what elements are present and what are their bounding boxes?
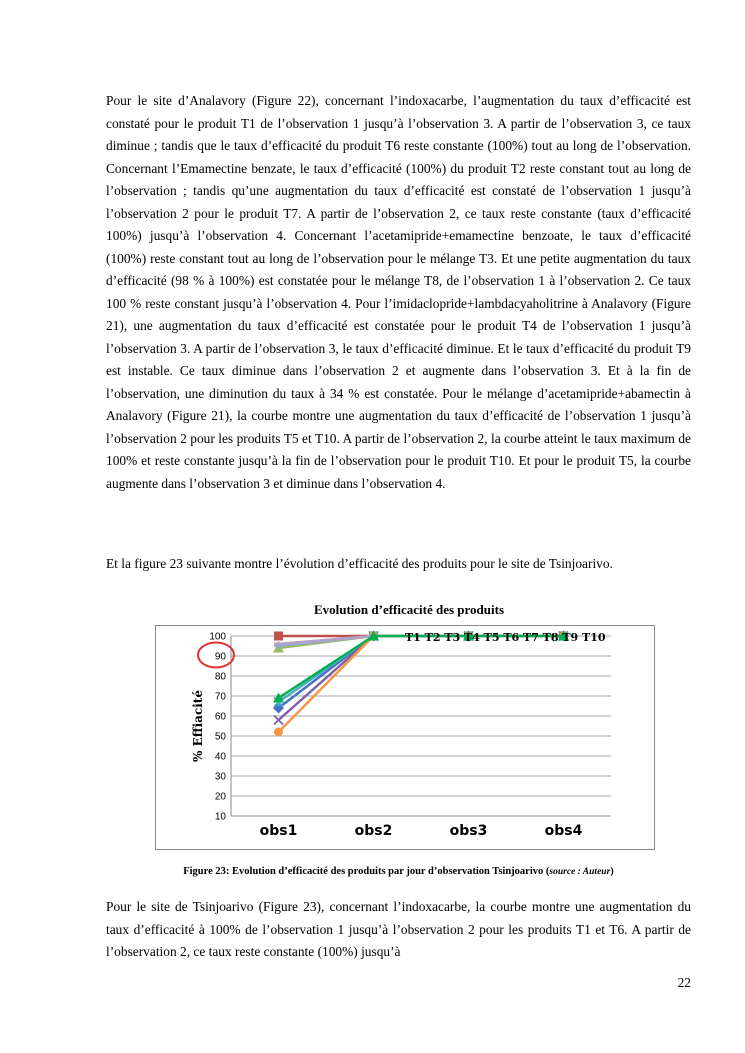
y-tick-label: 100 (209, 631, 226, 643)
y-tick-label: 30 (214, 771, 226, 783)
data-point-T2 (274, 632, 283, 641)
paragraph-figure-intro: Et la figure 23 suivante montre l’évolution d’efficacité des produits pour le site de Tsinjoarivo. (106, 556, 613, 571)
y-tick-label: 80 (214, 671, 226, 683)
y-tick-label: 70 (214, 691, 226, 703)
chart-title: Evolution d’efficacité des produits (313, 602, 505, 617)
x-tick-label: obs2 (354, 823, 393, 839)
y-tick-label: 40 (214, 751, 226, 763)
paragraph-analavory: Pour le site d’Analavory (Figure 22), concernant l’indoxacarbe, l’augmentation du taux d’efficacité est constaté pour le produit T1 de l’observation 1 jusqu’à l’observation 3. A partir de l’observation 3, ce taux diminue ; tandis que le taux d’efficacité du produit T6 reste constante (100%) tout au long de l’observation. Concernant l’Emamectine benzate, le taux d’efficacité (100%) du produit T2 reste constant tout au long de l’observation ; tandis qu’une augmentation du taux d’efficacité est constaté de l’observation 1 jusqu’à l’observation 2 pour le produit T7. A partir de l’observation 2, ce taux reste constante (taux d’efficacité 100%) jusqu’à l’observation 4. Concernant l’acetamipride+emamectine benzoate, le taux d’efficacité (100%) reste constant tout au long de l’observation pour le mélange T3. Et une petite augmentation du taux d’efficacité (98 % à 100%) est constatée pour le mélange T8, de l’observation 1 à l’observation 2. Ce taux 100 % reste constant jusqu’à l’observation 4. Pour l’imidaclopride+lambdacyaholitrine à Analavory (Figure 21), une augmentation du taux d’efficacité est constatée pour le produit T4 de l’observation 1 jusqu’à l’observation 3. A partir de l’observation 3, le taux d’efficacité diminue. Et le taux d’efficacité du produit T9 est instable. Ce taux diminue dans l’observation 2 et augmente dans l’observation 3. Et à la fin de l’observation, une diminution du taux à 34 % est constatée. Pour le mélange d’acetamipride+abamectin à Analavory (Figure 21), la courbe montre une augmentation du taux d’efficacité de l’observation 1 jusqu’à l’observation 2 pour les produits T5 et T10. A partir de l’observation 2, la courbe atteint le taux maximum de 100% et reste constante jusqu’à la fin de l’observation pour le produit T10. Et pour le produit T5, la courbe augmente dans l’observation 3 et diminue dans l’observation 4. (106, 93, 691, 491)
y-tick-label: 10 (214, 811, 226, 823)
y-tick-label: 20 (214, 791, 226, 803)
y-tick-label: 90 (214, 651, 226, 663)
legend-labels: T1 T2 T3 T4 T5 T6 T7 T8 T9 T10 (405, 631, 606, 644)
data-point-T6 (274, 728, 283, 737)
x-tick-label: obs1 (259, 823, 298, 839)
caption-source: source : Auteur (549, 867, 611, 877)
y-axis-title: % Effiacité (191, 690, 205, 762)
y-tick-label: 50 (214, 731, 226, 743)
series-line-T4 (279, 636, 564, 720)
chart-area (155, 625, 655, 850)
paragraph-tsinjoarivo: Pour le site de Tsinjoarivo (Figure 23), concernant l’indoxacarbe, la courbe montre une augmentation du taux d’efficacité à 100% de l’observation 1 jusqu’à l’observation 2 pour les produits T1 et T6. A partir de l’observation 2, ce taux reste constante (100%) jusqu’à (106, 899, 691, 959)
figure-caption (106, 866, 691, 877)
caption-text: Figure 23: Evolution d’efficacité des produits par jour d’observation Tsinjoarivo ( (183, 866, 550, 877)
x-tick-label: obs3 (449, 823, 488, 839)
y-tick-label: 60 (214, 711, 226, 723)
line-chart (156, 626, 656, 851)
page-number: 22 (677, 975, 691, 990)
x-tick-label: obs4 (544, 823, 583, 839)
data-point-T4 (274, 716, 283, 725)
caption-close: ) (610, 866, 614, 877)
series-line-T6 (279, 636, 564, 732)
